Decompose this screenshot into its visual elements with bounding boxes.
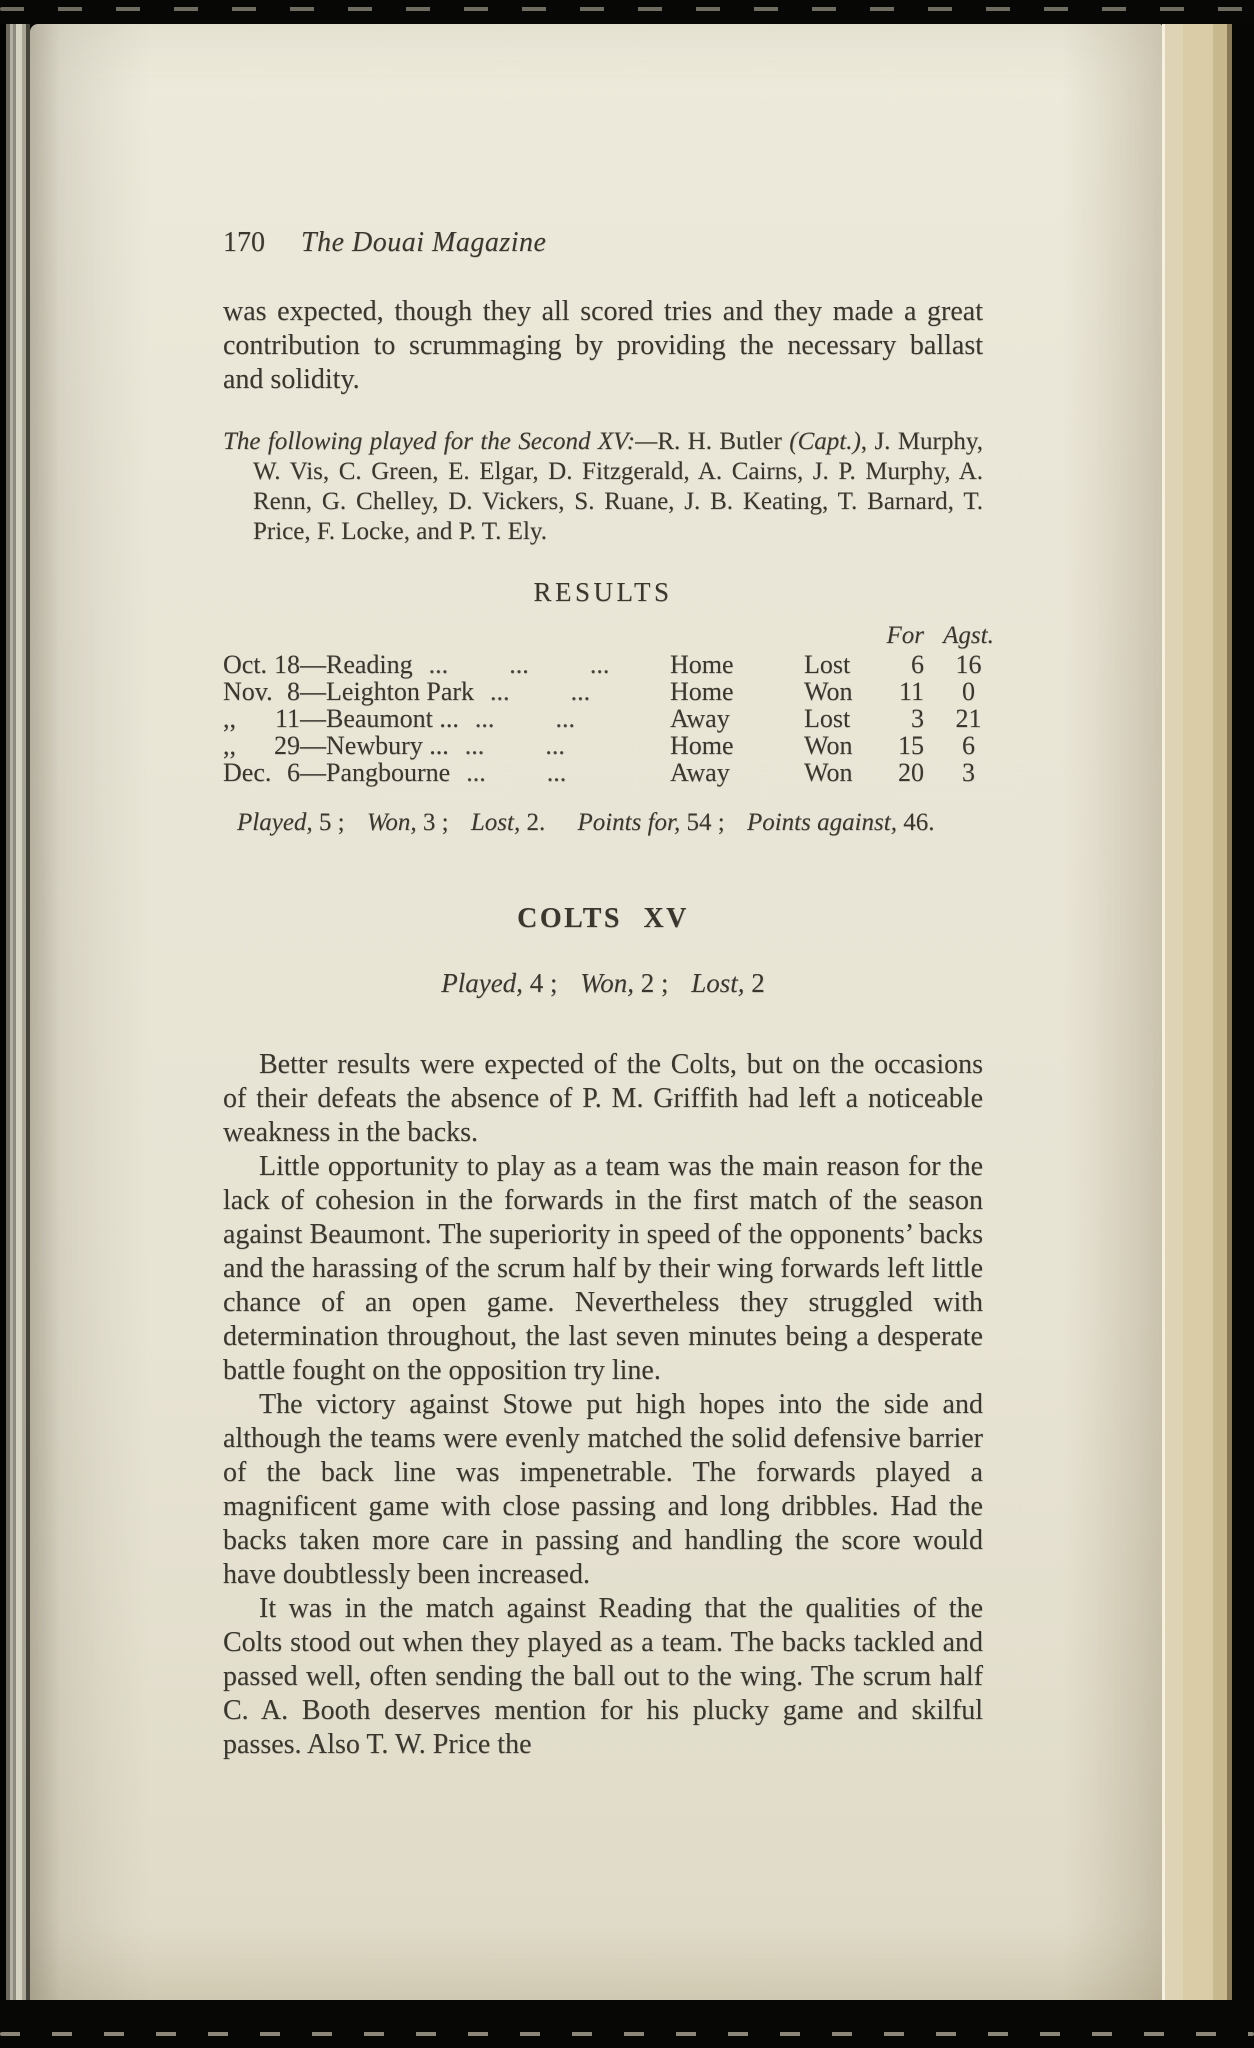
results-table: [223, 651, 1013, 786]
summary-lost-label: Lost,: [470, 809, 521, 836]
cell-points-for: 20: [898, 758, 924, 787]
page-text-block: [223, 24, 994, 1762]
cell-dot-leader: ... ...: [466, 759, 567, 786]
cell-opponent: —Beaumont ...: [300, 704, 459, 733]
left-page-edges: [0, 24, 30, 2004]
summary-points-against-label: Points against,: [746, 809, 897, 836]
table-row: [223, 705, 1013, 732]
record-played-label: Played,: [441, 968, 523, 998]
cell-dot-leader: ... ...: [490, 678, 591, 705]
record-won-label: Won,: [580, 968, 634, 998]
cell-venue: Away: [670, 758, 730, 787]
cell-dot-leader: ... ...: [464, 732, 565, 759]
cell-result: Won: [804, 677, 853, 706]
summary-won-label: Won,: [366, 809, 417, 836]
right-cover: [1232, 0, 1254, 2048]
cell-month: ,,: [223, 731, 236, 760]
cell-day: 18: [274, 650, 300, 679]
summary-won-value: 3 ;: [422, 809, 449, 836]
players-captain: R. H. Butler: [657, 428, 790, 455]
column-header-agst: Agst.: [943, 622, 994, 649]
right-fore-edge: [1162, 24, 1235, 2000]
column-header-for: For: [886, 622, 924, 649]
bottom-cover-band: [0, 2000, 1254, 2048]
summary-points-against-value: 46.: [903, 809, 935, 836]
binding-stitches-bottom: [0, 2032, 1254, 2036]
cell-month: ,,: [223, 704, 236, 733]
cell-points-against: 16: [955, 650, 982, 679]
players-captain-tag: (Capt.): [789, 428, 861, 455]
cell-opponent: —Reading: [300, 650, 413, 679]
summary-points-for-label: Points for,: [577, 809, 681, 836]
cell-venue: Away: [670, 704, 730, 733]
summary-lost-value: 2.: [526, 809, 546, 836]
results-heading: RESULTS: [533, 577, 673, 607]
players-lead-in: The following played for the Second XV:—: [223, 428, 658, 455]
cell-dot-leader: ... ... ...: [428, 651, 610, 678]
second-xv-season-summary: [223, 808, 983, 838]
summary-points-for-value: 54 ;: [686, 809, 725, 836]
cell-points-for: 11: [898, 677, 924, 706]
colts-xv-record-line: [223, 966, 983, 1000]
colts-paragraph: Little opportunity to play as a team was the main reason for the lack of cohesion in the forwards in the first match of the season against Beaumont. The superiority in speed of the opponents’ backs and the harassing of the scrum half by their wing forwards left little chance of an open game. Nevertheless they struggled with determination throughout, the last seven minutes being a desperate battle fought on the opposition try line.: [223, 1151, 983, 1386]
cell-opponent: —Pangbourne: [300, 758, 451, 787]
colts-paragraph: Better results were expected of the Colts, but on the occasions of their defeats the absence of P. M. Griffith had left a noticeable weakness in the backs.: [223, 1049, 983, 1148]
cell-day: 6: [287, 758, 300, 787]
cell-month: Oct.: [223, 650, 268, 679]
cell-points-for: 15: [898, 731, 924, 760]
second-xv-players-paragraph: [223, 427, 983, 547]
table-row: [223, 651, 1013, 678]
cell-result: Lost: [804, 704, 851, 733]
table-row: [223, 678, 1013, 705]
record-played-value: 4 ;: [529, 968, 558, 998]
cell-opponent: —Newbury ...: [300, 731, 449, 760]
cell-points-against: 6: [962, 731, 975, 760]
cell-day: 8: [287, 677, 300, 706]
top-cover-band: [0, 0, 1254, 24]
cell-points-against: 3: [962, 758, 975, 787]
colts-paragraph: The victory against Stowe put high hopes into the side and although the teams were evenly matched the solid defensive barrier of the back line was impenetrable. The forwards played a magnificent game with close passing and long dribbles. Had the backs taken more care in passing and handling the score would have doubtlessly been increased.: [223, 1389, 983, 1590]
cell-dot-leader: ... ...: [474, 705, 575, 732]
cell-opponent: —Leighton Park: [300, 677, 475, 706]
binding-stitches-top: [0, 7, 1254, 11]
record-lost-label: Lost,: [691, 968, 745, 998]
cell-venue: Home: [670, 731, 734, 760]
cell-points-against: 0: [962, 677, 975, 706]
table-row: [223, 732, 1013, 759]
colts-paragraph: It was in the match against Reading that the qualities of the Colts stood out when they played as a team. The backs tackled and passed well, often sending the ball out to the wing. The scrum half C. A. Booth deserves mention for his plucky game and skilful passes. Also T. W. Price the: [223, 1593, 983, 1760]
page-number: 170: [223, 227, 265, 258]
cell-day: 29: [274, 731, 300, 760]
cell-venue: Home: [670, 650, 734, 679]
cell-month: Dec.: [223, 758, 272, 787]
cell-points-against: 21: [955, 704, 982, 733]
players-rest: , J. Murphy, W. Vis, C. Green, E. Elgar, D. Fitzgerald, A. Cairns, J. P. Murphy, A. Renn, G. Chelley, D. Vickers, S. Ruane, J. B. Keating, T. Barnard, T. Price, F. Locke, and P. T. Ely.: [253, 428, 983, 545]
cell-points-for: 3: [911, 704, 924, 733]
colts-xv-heading: COLTS XV: [517, 903, 689, 934]
running-header: [223, 24, 983, 260]
second-xv-intro-paragraph: was expected, though they all scored tries and they made a great contribution to scrummaging by providing the necessary ballast and solidity.: [223, 296, 983, 395]
summary-played-label: Played,: [237, 809, 313, 836]
cell-month: Nov.: [223, 677, 273, 706]
record-won-value: 2 ;: [640, 968, 669, 998]
summary-played-value: 5 ;: [318, 809, 345, 836]
record-lost-value: 2: [751, 968, 765, 998]
cell-venue: Home: [670, 677, 734, 706]
cell-day: 11: [274, 704, 300, 733]
cell-points-for: 6: [911, 650, 924, 679]
magazine-title: The Douai Magazine: [301, 227, 547, 258]
book-page: [30, 24, 1162, 2000]
cell-result: Won: [804, 731, 853, 760]
results-column-headers: [223, 621, 1013, 651]
cell-result: Won: [804, 758, 853, 787]
cell-result: Lost: [804, 650, 851, 679]
table-row: [223, 759, 1013, 786]
column-header-spacer: [223, 621, 880, 651]
